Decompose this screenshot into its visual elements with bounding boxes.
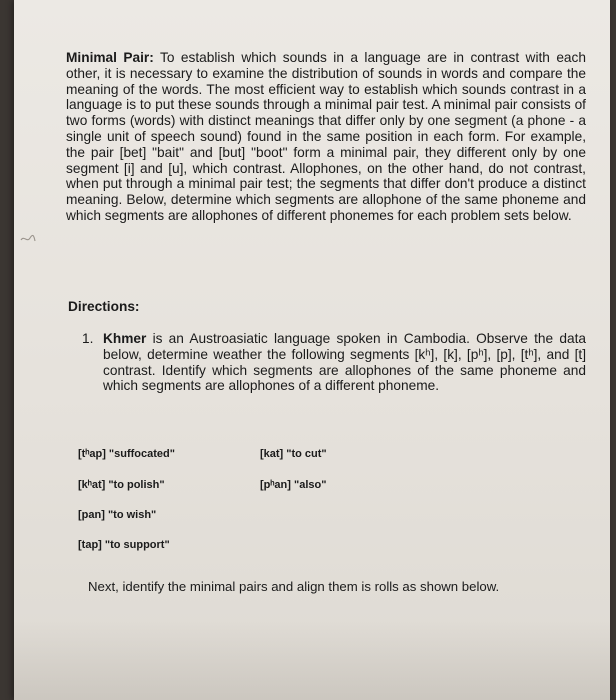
data-word-4: [pʰan] "also"	[260, 479, 327, 491]
data-word-5: [pan] "to wish"	[78, 509, 157, 521]
data-word-6: [tap] "to support"	[78, 539, 170, 551]
data-word-3: [kʰat] "to polish"	[78, 479, 165, 491]
intro-paragraph	[66, 50, 586, 224]
pen-mark-icon	[19, 232, 37, 246]
next-instruction: Next, identify the minimal pairs and align them is rolls as shown below.	[88, 579, 500, 594]
data-word-2: [kat] "to cut"	[260, 448, 327, 460]
data-word-1: [tʰap] "suffocated"	[78, 448, 175, 460]
document-page	[14, 0, 610, 700]
problem-text	[103, 331, 586, 394]
intro-text: To establish which sounds in a language are in contrast with each other, it is necessary to examine the distribution of sounds in words and compare the meaning of the words. The most efficient way to establish which sounds contrast in a language is to put these sounds through a minimal pair test. A minimal pair consists of two forms (words) with distinct meanings that differ only by one segment (a phone - a single unit of speech sound) found in the same position in each form. For example, the pair [bet] "bait" and [but] "boot" form a minimal pair, they different only by one segment [i] and [u], which contrast. Allophones, on the other hand, do not contrast, when put through a minimal pair test; the segments that differ don't produce a distinct meaning. Below, determine which segments are allophone of the same phoneme and which segments are allophones of different phonemes for each problem sets below.	[66, 50, 587, 223]
intro-term: Minimal Pair:	[66, 50, 154, 65]
page-shadow	[14, 620, 610, 700]
problem-number: 1.	[82, 331, 94, 346]
directions-heading: Directions:	[68, 299, 140, 314]
problem-language: Khmer	[103, 331, 147, 346]
problem-description: is an Austroasiatic language spoken in Cambodia. Observe the data below, determine weather the following segments [kʰ], [k], [pʰ], [p], [tʰ], and [t] contrast. Identify which segments are allophones of the same phoneme and which segments are allophones of a different phoneme.	[103, 331, 586, 394]
